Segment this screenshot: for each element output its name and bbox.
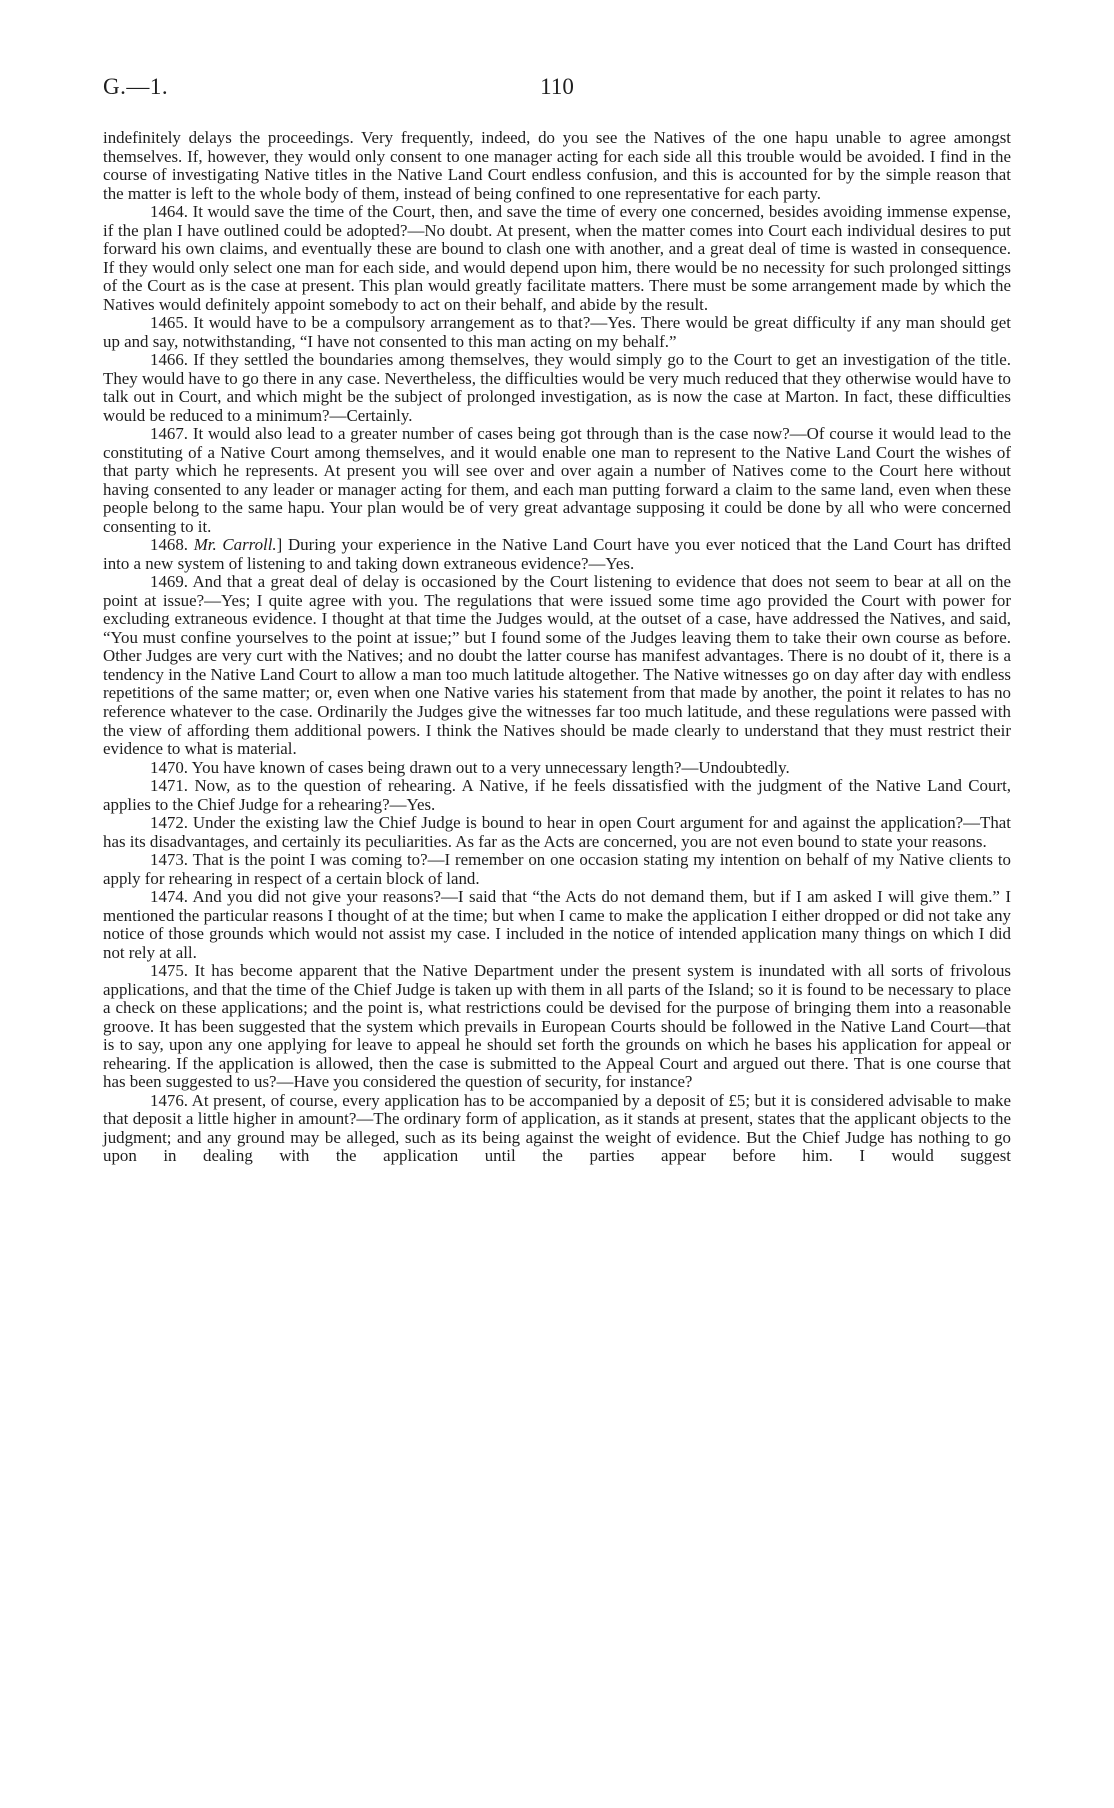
question-1469: 1469. And that a great deal of delay is occasioned by the Court listening to evidence that does not seem to bear at all on the point at issue?—Yes; I quite agree with you. The regulations that were issued some time ago provided the Court with power for excluding extraneous evidence. I thought at that time the Judges would, at the outset of a case, have addressed the Natives, and said, “You must confine yourselves to the point at issue;” but I found some of the Judges leaving them to take their own course as before. Other Judges are very curt with the Natives; and no doubt the latter course has manifest advantages. There is no doubt of it, there is a tendency in the Native Land Court to allow a man too much latitude altogether. The Native witnesses go on day after day with endless repetitions of the same matter; or, even when one Native varies his statement from that made by another, the point it relates to has no reference whatever to the case. Ordinarily the Judges give the witnesses far too much latitude, and these regulations were passed with the view of affording them additional powers. I think the Natives should be made clearly to understand that they must restrict their evidence to what is material. xyxy=(103,572,1011,759)
question-1472: 1472. Under the existing law the Chief Judge is bound to hear in open Court argument for and against the application?—That has its disadvantages, and certainly its peculiarities. As far as the Acts are concerned, you are not even bound to state your reasons. xyxy=(103,813,1011,851)
document-reference: G.—1. xyxy=(103,74,169,99)
question-1470: 1470. You have known of cases being drawn out to a very unnecessary length?—Undoubtedly. xyxy=(150,757,790,777)
question-number: 1464. xyxy=(150,202,189,222)
question-number: 1470. xyxy=(150,757,189,777)
question-1466: 1466. If they settled the boundaries among themselves, they would simply go to the Court to get an investigation of the title. They would have to go there in any case. Nevertheless, the difficulties would be very much reduced that they otherwise would have to talk out in Court, and which might be the subject of prolonged investigation, as is now the case at Marton. In fact, these difficulties would be reduced to a minimum?—Certainly. xyxy=(103,350,1011,425)
body-text xyxy=(103,129,1011,1166)
question-number: 1476. xyxy=(150,1090,189,1110)
question-1474: 1474. And you did not give your reasons?—I said that “the Acts do not demand them, but if I am asked I will give them.” I mentioned the particular reasons I thought of at the time; but when I came to make the application I either dropped or did not take any notice of those grounds which would not assist my case. I included in the notice of intended application many things on which I did not rely at all. xyxy=(103,887,1012,962)
question-number: 1474. xyxy=(150,887,189,907)
question-1464: 1464. It would save the time of the Court, then, and save the time of every one concerned, besides avoiding immense expense, if the plan I have outlined could be adopted?—No doubt. At present, when the matter comes into Court each individual desires to put forward his own claims, and eventually these are bound to clash one with another, and a great deal of time is wasted in consequence. If they would only select one man for each side, and would depend upon him, there would be no necessity for such prolonged sittings of the Court as is the case at present. This plan would greatly facilitate matters. There must be some arrangement made by which the Natives would definitely appoint somebody to act on their behalf, and abide by the result. xyxy=(103,202,1011,314)
question-1475: 1475. It has become apparent that the Native Department under the present system is inundated with all sorts of frivolous applications, and that the time of the Chief Judge is taken up with them in all parts of the Island; so it is found to be necessary to place a check on these applications; and the point is, what restrictions could be devised for the purpose of bringing them into a reasonable groove. It has been suggested that the system which prevails in European Courts should be followed in the Native Land Court—that is to say, upon any one applying for leave to appeal he should set forth the grounds on which he bases his application for appeal or rehearing. If the application is allowed, then the case is submitted to the Appeal Court and argued out there. That is one course that has been suggested to us?—Have you considered the question of security, for instance? xyxy=(103,961,1011,1092)
question-1465: 1465. It would have to be a compulsory arrangement as to that?—Yes. There would be great difficulty if any man should get up and say, notwithstanding, “I have not consented to this man acting on my behalf.” xyxy=(103,313,1011,351)
question-1476: 1476. At present, of course, every application has to be accompanied by a deposit of £5; but it is considered advisable to make that deposit a little higher in amount?—The ordinary form of application, as it stands at present, states that the applicant objects to the judgment; and any ground may be alleged, such as its being against the weight of evidence. But the Chief Judge has nothing to go upon in dealing with the application until the parties appear before him. I would suggest xyxy=(103,1090,1011,1166)
question-1471: 1471. Now, as to the question of rehearing. A Native, if he feels dissatisfied with the judgment of the Native Land Court, applies to the Chief Judge for a rehearing?—Yes. xyxy=(103,776,1011,814)
question-number: 1469. xyxy=(150,572,189,592)
page-header xyxy=(103,74,1011,104)
question-number: 1465. xyxy=(150,313,189,333)
question-1473: 1473. That is the point I was coming to?—I remember on one occasion stating my intention on behalf of my Native clients to apply for rehearing in respect of a certain block of land. xyxy=(103,850,1011,888)
speaker-name: Mr. Carroll. xyxy=(193,535,277,555)
paragraph-continuation: indefinitely delays the proceedings. Very frequently, indeed, do you see the Natives of the one hapu unable to agree amongst themselves. If, however, they would only consent to one manager acting for each side all this trouble would be avoided. I find in the course of investigating Native titles in the Native Land Court endless confusion, and this is accounted for by the simple reason that the matter is left to the whole body of them, instead of being confined to one representative for each party. xyxy=(103,128,1011,203)
question-1467: 1467. It would also lead to a greater number of cases being got through than is the case now?—Of course it would lead to the constituting of a Native Court among themselves, and it would enable one man to represent to the Native Land Court the wishes of that party which he represents. At present you will see over and over again a number of Natives come to the Court here without having consented to any leader or manager acting for them, and each man putting forward a claim to the same land, even when these people belong to the same hapu. Your plan would be of very great advantage supposing it could be done by all who were concerned consenting to it. xyxy=(103,424,1011,536)
page-number: 110 xyxy=(540,74,574,99)
question-number: 1466. xyxy=(150,350,189,370)
question-number: 1473. xyxy=(150,850,189,870)
question-number: 1468. xyxy=(150,535,189,555)
question-number: 1467. xyxy=(150,424,189,444)
question-number: 1475. xyxy=(150,961,189,981)
question-number: 1471. xyxy=(150,776,189,796)
question-1468: 1468. Mr. Carroll.] During your experience in the Native Land Court have you ever noticed that the Land Court has drifted into a new system of listening to and taking down extraneous evidence?—Yes. xyxy=(103,535,1012,573)
question-number: 1472. xyxy=(150,813,189,833)
